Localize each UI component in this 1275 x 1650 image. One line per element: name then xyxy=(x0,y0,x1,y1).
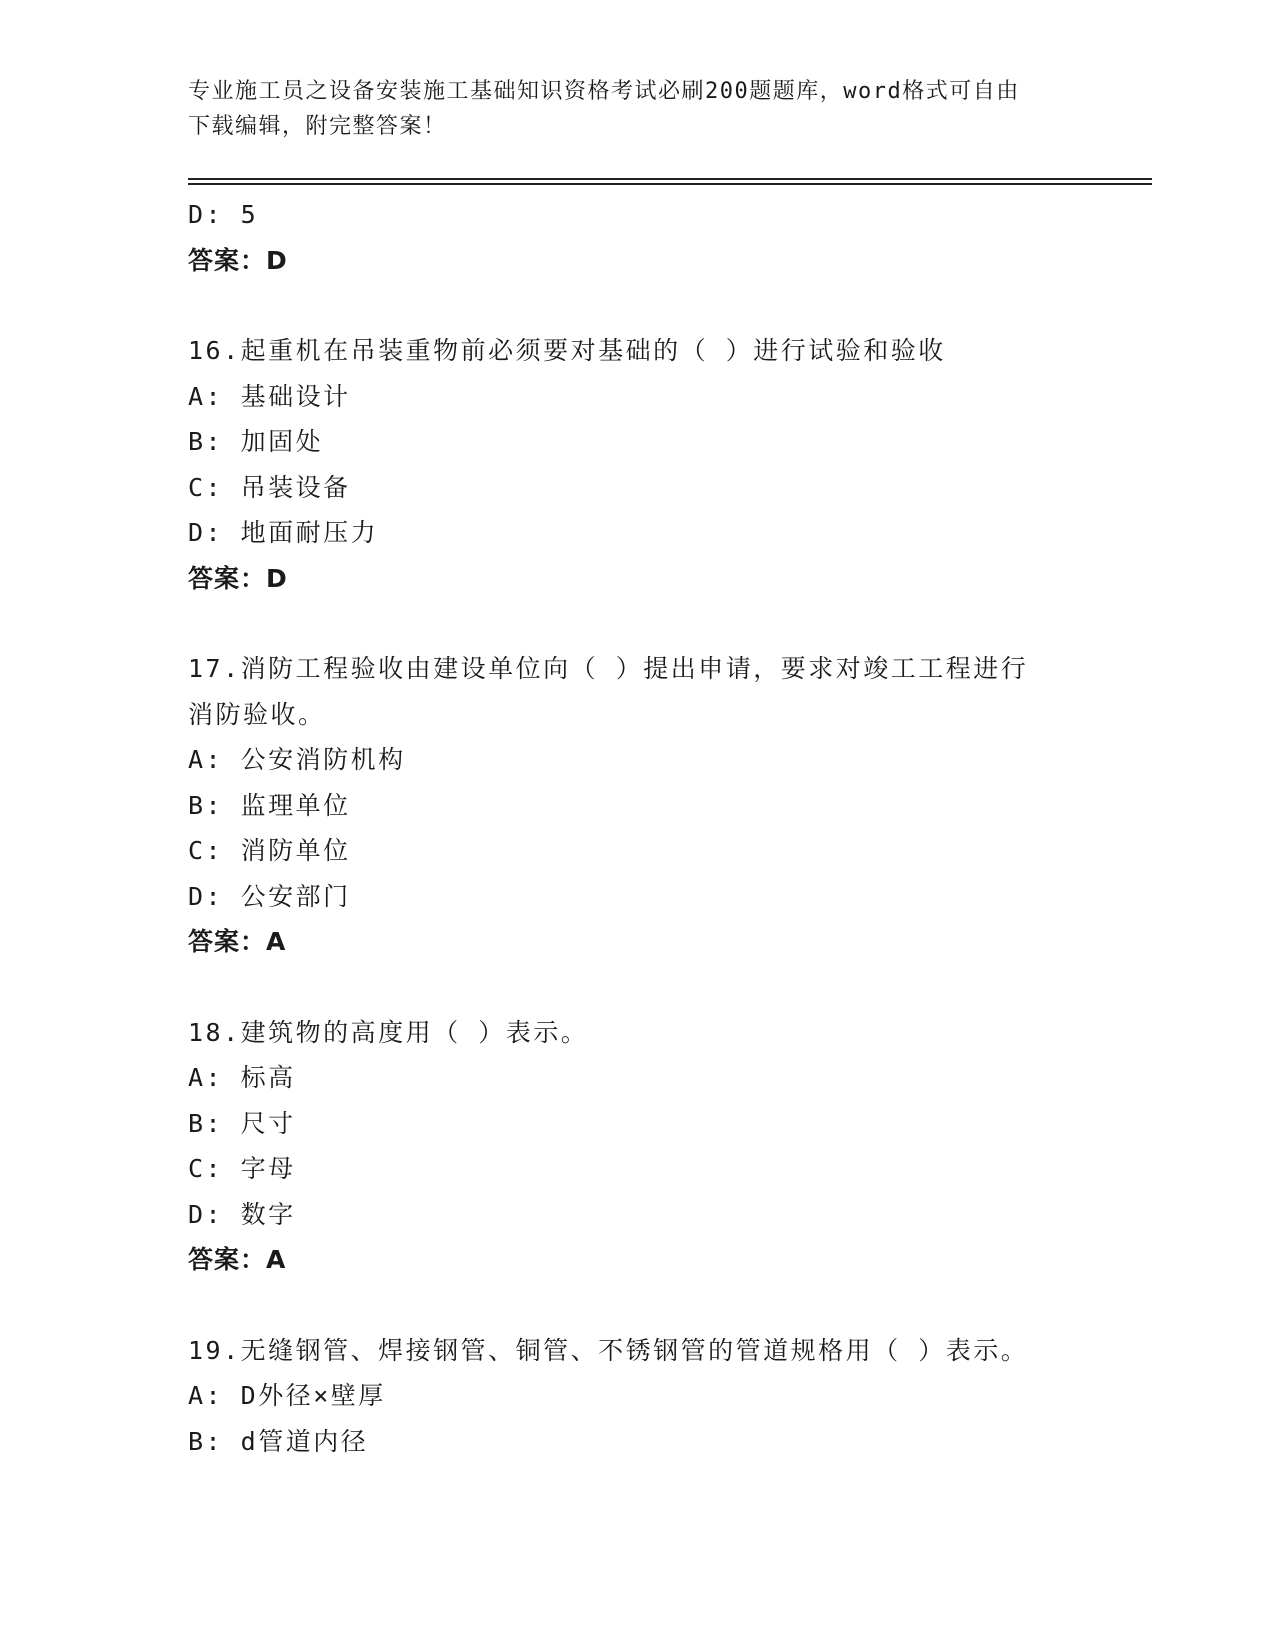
option-c: C: 消防单位 xyxy=(188,836,351,865)
document-header xyxy=(188,74,1088,144)
answer-line: 答案：A xyxy=(188,1245,287,1274)
option-b: B: d管道内径 xyxy=(188,1426,369,1456)
prev-question-tail xyxy=(188,192,1088,283)
option-c: C: 吊装设备 xyxy=(188,472,351,502)
question-19 xyxy=(188,1328,1088,1465)
header-divider-top xyxy=(188,178,1152,180)
answer-line: 答案：D xyxy=(188,563,288,593)
question-stem: 16.起重机在吊装重物前必须要对基础的（ ）进行试验和验收 xyxy=(188,336,946,365)
header-divider-bottom xyxy=(188,183,1152,185)
option-d: D: 地面耐压力 xyxy=(188,518,379,547)
option-d: D: 数字 xyxy=(188,1199,296,1229)
option-b: B: 监理单位 xyxy=(188,790,351,820)
question-stem-line-2: 消防验收。 xyxy=(188,699,326,729)
option-b: B: 加固处 xyxy=(188,427,324,456)
question-17 xyxy=(188,646,1088,965)
question-stem: 19.无缝钢管、焊接钢管、铜管、不锈钢管的管道规格用（ ）表示。 xyxy=(188,1335,1029,1365)
option-b: B: 尺寸 xyxy=(188,1108,296,1138)
option-a: A: 基础设计 xyxy=(188,381,351,411)
option-a: A: 公安消防机构 xyxy=(188,745,406,774)
header-line-2: 下载编辑，附完整答案！ xyxy=(188,114,447,139)
option-a: A: 标高 xyxy=(188,1063,296,1092)
option-d: D: 5 xyxy=(188,200,259,229)
question-16 xyxy=(188,328,1088,601)
question-list xyxy=(188,192,1088,1464)
option-a: A: D外径×壁厚 xyxy=(188,1381,386,1410)
question-18 xyxy=(188,1010,1088,1283)
question-stem-line-1: 17.消防工程验收由建设单位向（ ）提出申请，要求对竣工工程进行 xyxy=(188,654,1029,683)
header-line-1: 专业施工员之设备安装施工基础知识资格考试必刷200题题库，word格式可自由 xyxy=(188,79,1020,104)
option-d: D: 公安部门 xyxy=(188,881,351,911)
answer-line: 答案：A xyxy=(188,927,287,956)
option-c: C: 字母 xyxy=(188,1154,296,1183)
question-stem: 18.建筑物的高度用（ ）表示。 xyxy=(188,1017,589,1047)
answer-line: 答案：D xyxy=(188,245,288,275)
